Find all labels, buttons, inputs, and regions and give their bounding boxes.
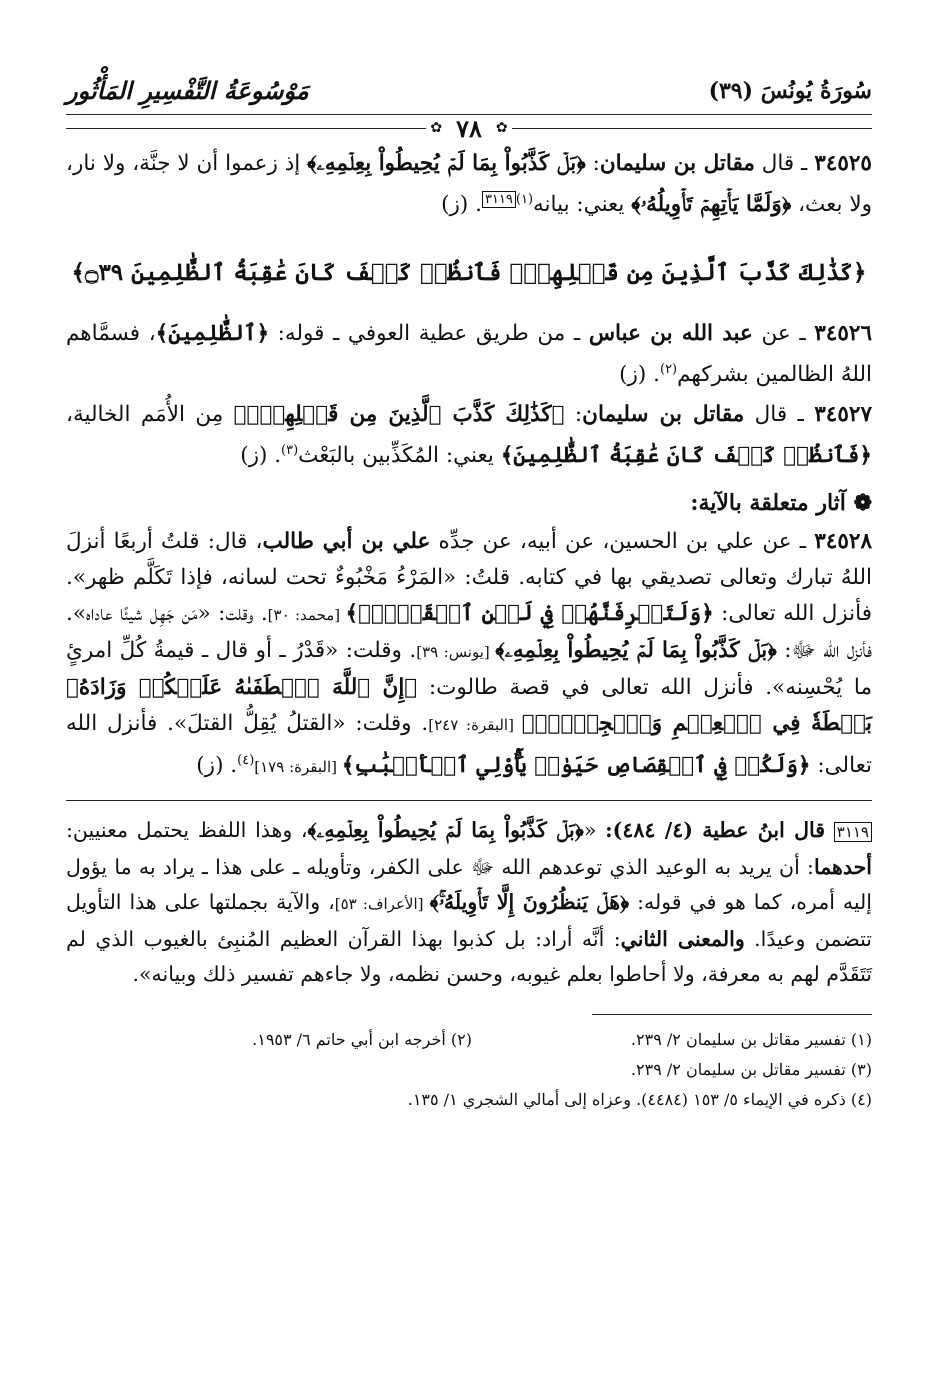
quran-quote: ﴿ٱلظَّٰلِمِينَ﴾ — [155, 321, 270, 347]
source-code: . (ز) — [196, 753, 238, 779]
quran-quote: ﴿بَلۡ كَذَّبُواْ بِمَا لَمۡ يُحِيطُواْ بِعِلۡمِهِۦ﴾ — [307, 151, 586, 176]
footnote-separator — [592, 1014, 872, 1015]
entry-34528 — [66, 524, 872, 785]
entry-text: يعني: المُكَذِّبين بالبَعْث — [298, 443, 501, 469]
footnote-ref: (٤) — [237, 753, 255, 769]
source-code: . (ز) — [619, 362, 660, 388]
surah-name: سُورَةُ يُونُسَ — [760, 78, 872, 104]
verse-ref: [البقرة: ١٧٩] — [254, 758, 342, 777]
footnote-ref: (٣) — [281, 443, 299, 459]
rule-right — [512, 128, 872, 129]
entry-text: مِن الأُمَم الخالية، — [66, 402, 234, 428]
footnote-ref: (١) — [515, 192, 534, 207]
entry-text: : — [564, 402, 583, 428]
entry-number: ٣٤٥٢٦ — [814, 321, 872, 347]
ayah-heading: ﴿كَذَٰلِكَ كَذَّبَ ٱلَّذِينَ مِن قَبۡلِهِمۡۖ فَٱنظُرۡ كَيۡفَ كَانَ عَٰقِبَةُ ٱلظَّٰلِمِينَ ۝٣٩﴾ — [71, 259, 867, 287]
source-code: . (ز) — [240, 443, 282, 469]
footnote-row — [66, 1025, 872, 1055]
entry-text: ـ قال — [754, 151, 815, 176]
entry-number: ٣٤٥٢٥ — [814, 151, 872, 176]
commentary-text: ، والآية بجملتها على هذا التأويل تتضمن وعيدًا. — [66, 889, 872, 951]
page-number: ٧٨ — [456, 113, 482, 143]
footnote-row — [66, 1055, 872, 1085]
entry-text: ـ عن — [752, 321, 815, 347]
ayah-range: (٣٩) — [708, 78, 754, 104]
commentary-text: : أن يريد به الوعيد الذي توعدهم الله ﷻ على الكفر، وتأويله ـ على هذا ـ يراد به ما يؤول إليه أمره، كما هو في قوله: — [66, 854, 872, 914]
verse-ref: [يونس: ٣٩] — [416, 643, 496, 662]
rule-left — [66, 128, 426, 129]
narrator-name: مقاتل بن سليمان — [599, 151, 755, 176]
verse-ref: [البقرة: ٢٤٧] — [428, 716, 522, 735]
book-title: مَوْسُوعَةُ التَّفْسِيرِ المَأْثُور — [66, 76, 309, 105]
narrator-name: عبد الله بن عباس — [588, 321, 753, 347]
entry-34525 — [66, 146, 872, 223]
source-code: . (ز) — [441, 192, 482, 218]
narrator-name: علي بن أبي طالب — [262, 529, 431, 555]
narrator-name: مقاتل بن سليمان — [582, 402, 745, 428]
page-number-row — [66, 113, 872, 143]
flower-ornament-icon: ✿ — [495, 120, 508, 136]
entry-number: ٣٤٥٢٨ — [814, 529, 872, 555]
section-title: آثار متعلقة بالآية: — [690, 490, 846, 517]
quran-quote: ﴿وَلَكُمۡ فِي ٱلۡقِصَاصِ حَيَوٰةٞ يَٰٓأُوْلِي ٱلۡأَلۡبَٰبِ﴾ — [341, 753, 811, 779]
commentary-box-ref: ٣١١٩ — [482, 191, 516, 208]
entry-text: . وقلت: «القتلُ يُقِلُّ القتلَ». فأنزل الله تعالى: — [66, 711, 872, 779]
entry-text: ـ قال — [744, 402, 815, 428]
verse-ref: [محمد: ٣٠] — [267, 606, 346, 625]
commentary-text: : أنَّه أراد: بل كذبوا بهذا القرآن العظيم المُنبِئ بالغيوب الذي لم تَتَقَدَّم لهم به معرفة، ولا أحاطوا بعلم غيوبه، وحسن نظمه، ولا جاءهم تفسير ذلك وبيانه». — [66, 926, 872, 986]
commentary-keyword: والمعنى الثاني — [620, 926, 745, 951]
entry-number: ٣٤٥٢٧ — [814, 402, 872, 428]
flower-ornament-icon: ✿ — [430, 120, 443, 136]
entry-text: ـ عن علي بن الحسين، عن أبيه، عن جدِّه — [430, 529, 815, 555]
footnote-2: (٢) أخرجه ابن أبي حاتم ٦/ ١٩٥٣. — [252, 1029, 472, 1049]
commentary-text: « — [583, 817, 606, 842]
footnote-row — [66, 1085, 872, 1115]
footnote-3: (٣) تفسير مقاتل بن سليمان ٢/ ٢٣٩. — [630, 1059, 872, 1079]
footnote-4: (٤) ذكره في الإيماء ٥/ ١٥٣ (٤٤٨٤). وعزاه إلى أمالي الشجري ١/ ١٣٥. — [407, 1089, 872, 1109]
entry-text: : — [585, 151, 600, 176]
book-page — [66, 70, 872, 1115]
commentary-text: ، وهذا اللفظ يحتمل معنيين: — [66, 817, 308, 842]
commentary-keyword: أحدهما — [813, 854, 872, 879]
entry-34527 — [66, 397, 872, 474]
quran-quote: ﴿بَلۡ كَذَّبُواْ بِمَا لَمۡ يُحِيطُواْ بِعِلۡمِهِۦ﴾ — [307, 817, 584, 842]
quran-quote: ﴿فَٱنظُرۡ كَيۡفَ كَانَ عَٰقِبَةُ ٱلظَّٰلِمِينَ﴾ — [500, 443, 872, 469]
commentary-box-number: ٣١١٩ — [834, 822, 872, 842]
footnote-ref: (٢) — [659, 362, 678, 378]
quran-quote: ﴿بَلۡ كَذَّبُواْ بِمَا لَمۡ يُحِيطُواْ بِعِلۡمِهِۦ﴾ — [495, 638, 777, 664]
quran-quote: ﴿إِنَّ ٱللَّهَ ٱصۡطَفَىٰهُ عَلَيۡكُمۡ وَزَادَهُۥ بَسۡطَةٗ فِي ٱلۡعِلۡمِ وَٱلۡجِسۡمِۖ﴾ — [66, 675, 872, 737]
entry-text: . وقلت: «قَدْرُ ـ أو قال ـ قيمةُ كُلِّ امرئٍ ما يُحْسِنه». فأنزل الله تعالى في قصة طالوت: — [66, 638, 872, 701]
entry-text: يعني: بيانه — [533, 192, 632, 218]
running-head-surah — [709, 78, 872, 104]
entry-text: ، فسمَّاهم اللهُ الظالمين بشركهم — [66, 321, 872, 388]
entry-34526 — [66, 316, 872, 393]
entry-text: إذ زعموا أن لا جنَّة، ولا نار، ولا بعث، — [66, 151, 872, 218]
footnote-1: (١) تفسير مقاتل بن سليمان ٢/ ٢٣٩. — [630, 1029, 872, 1049]
quran-quote: ﴿كَذَٰلِكَ كَذَّبَ ٱلَّذِينَ مِن قَبۡلِهِمۡۖ﴾ — [233, 402, 565, 428]
commentary-author: قال ابنُ عطية (٤/ ٤٨٤): — [605, 817, 826, 842]
entry-text: ـ من طريق عطية العوفي ـ قوله: — [269, 321, 589, 347]
section-heading — [66, 490, 872, 516]
section-mark-icon: ❁ — [853, 490, 872, 517]
commentary-separator — [66, 800, 872, 801]
quran-quote: ﴿وَلَتَعۡرِفَنَّهُمۡ فِي لَحۡنِ ٱلۡقَوۡلِۚ﴾ — [345, 601, 714, 627]
quran-quote: ﴿وَلَمَّا يَأۡتِهِمۡ تَأۡوِيلُهُۥ﴾ — [631, 192, 792, 218]
commentary-3119 — [66, 813, 872, 992]
entry-text: ، قال: قلتُ أربعًا أنزلَ اللهُ تبارك وتعالى تصديقي بها في كتابه. قلتُ: «المَرْءُ مَخْبُوءٌ تحت لسانه، فإذا تَكَلَّم ظهر». فأنزل الله تعالى: — [66, 529, 872, 627]
verse-ref: [الأعراف: ٥٣] — [334, 894, 430, 913]
entry-text: . وقلت: «مَن جَهِل شيئًا عاداه». فأنزل الله ﷻ: — [66, 601, 872, 664]
quran-quote: ﴿هَلۡ يَنظُرُونَ إِلَّا تَأۡوِيلَهُۥۚ﴾ — [429, 889, 630, 914]
